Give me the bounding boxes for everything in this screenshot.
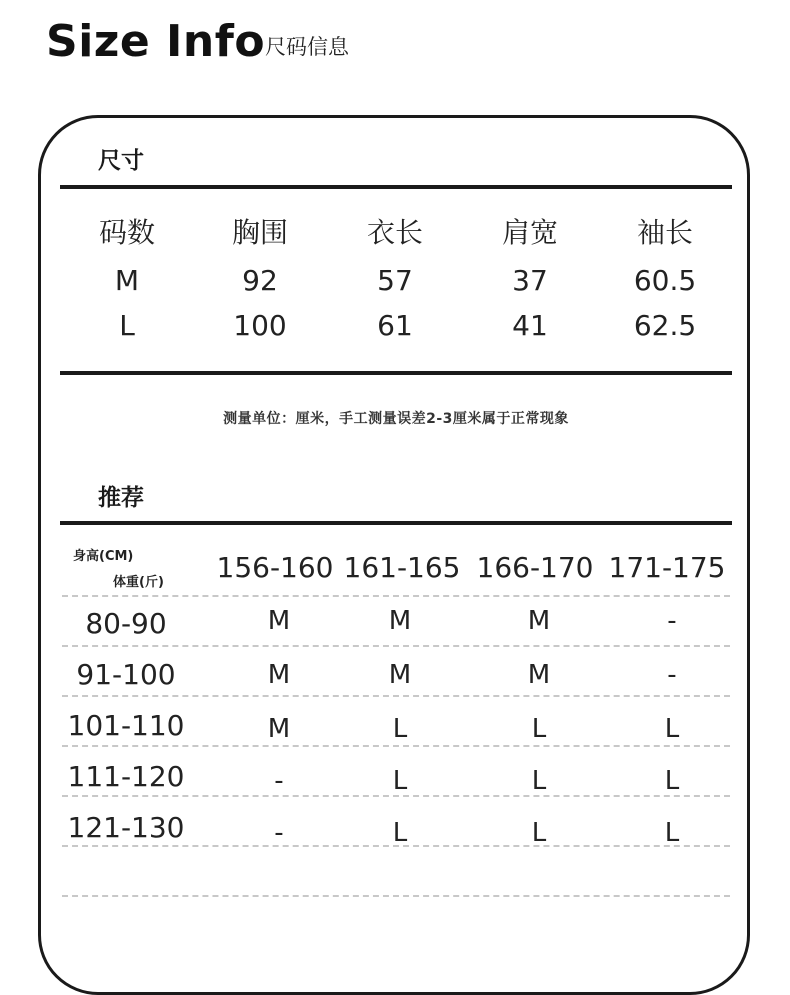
- recommend-cell: L: [531, 714, 547, 744]
- weight-range-label: 101-110: [67, 709, 185, 742]
- size-cell: M: [114, 264, 140, 297]
- recommend-cell: L: [392, 714, 408, 744]
- size-cell: 37: [512, 264, 548, 297]
- recommend-cell: L: [664, 766, 680, 796]
- size-cell: L: [119, 309, 135, 342]
- size-section-title: 尺寸: [98, 148, 144, 174]
- page-title: Size Info: [46, 16, 266, 67]
- recommend-cell: L: [531, 766, 547, 796]
- recommend-cell: -: [667, 660, 677, 690]
- recommend-cell: L: [664, 818, 680, 848]
- recommend-cell: L: [664, 714, 680, 744]
- row-divider: [62, 645, 730, 647]
- row-divider: [62, 695, 730, 697]
- size-cell: 60.5: [633, 264, 697, 297]
- height-range-header: 161-165: [343, 551, 461, 584]
- recommend-cell: M: [388, 660, 412, 690]
- size-table-bottom-rule: [60, 371, 732, 375]
- weight-range-label: 80-90: [85, 607, 167, 640]
- size-cell: 57: [377, 264, 413, 297]
- row-divider: [62, 595, 730, 597]
- size-col-header: 肩宽: [501, 216, 558, 249]
- size-cell: 41: [512, 309, 548, 342]
- size-cell: 61: [377, 309, 413, 342]
- size-cell: 62.5: [633, 309, 697, 342]
- size-col-header: 胸围: [231, 216, 288, 249]
- recommend-cell: M: [267, 606, 291, 636]
- row-divider: [62, 745, 730, 747]
- height-range-header: 156-160: [216, 551, 334, 584]
- recommend-cell: M: [267, 660, 291, 690]
- recommend-cell: M: [388, 606, 412, 636]
- height-range-header: 166-170: [476, 551, 594, 584]
- weight-range-label: 111-120: [67, 760, 185, 793]
- size-col-header: 袖长: [636, 216, 693, 249]
- recommend-cell: -: [667, 606, 677, 636]
- recommend-cell: L: [392, 766, 408, 796]
- size-table-top-rule: [60, 185, 732, 189]
- weight-range-label: 121-130: [67, 811, 185, 844]
- recommend-cell: M: [527, 606, 551, 636]
- recommend-section-title: 推荐: [98, 485, 144, 511]
- recommend-cell: L: [392, 818, 408, 848]
- size-cell: 100: [233, 309, 287, 342]
- recommend-cell: -: [274, 766, 284, 796]
- row-divider: [62, 795, 730, 797]
- row-divider: [62, 895, 730, 897]
- measurement-note: 测量单位：厘米，手工测量误差2-3厘米属于正常现象: [223, 411, 569, 427]
- weight-axis-label: 体重(斤): [113, 575, 164, 590]
- height-axis-label: 身高(CM): [73, 549, 134, 564]
- weight-range-label: 91-100: [76, 658, 176, 691]
- height-range-header: 171-175: [608, 551, 726, 584]
- recommend-table-top-rule: [60, 521, 732, 525]
- page-subtitle: 尺码信息: [265, 35, 349, 59]
- recommend-cell: M: [527, 660, 551, 690]
- recommend-cell: L: [531, 818, 547, 848]
- size-cell: 92: [242, 264, 278, 297]
- size-col-header: 码数: [98, 216, 155, 249]
- recommend-cell: -: [274, 818, 284, 848]
- row-divider: [62, 845, 730, 847]
- recommend-cell: M: [267, 714, 291, 744]
- size-col-header: 衣长: [366, 216, 423, 249]
